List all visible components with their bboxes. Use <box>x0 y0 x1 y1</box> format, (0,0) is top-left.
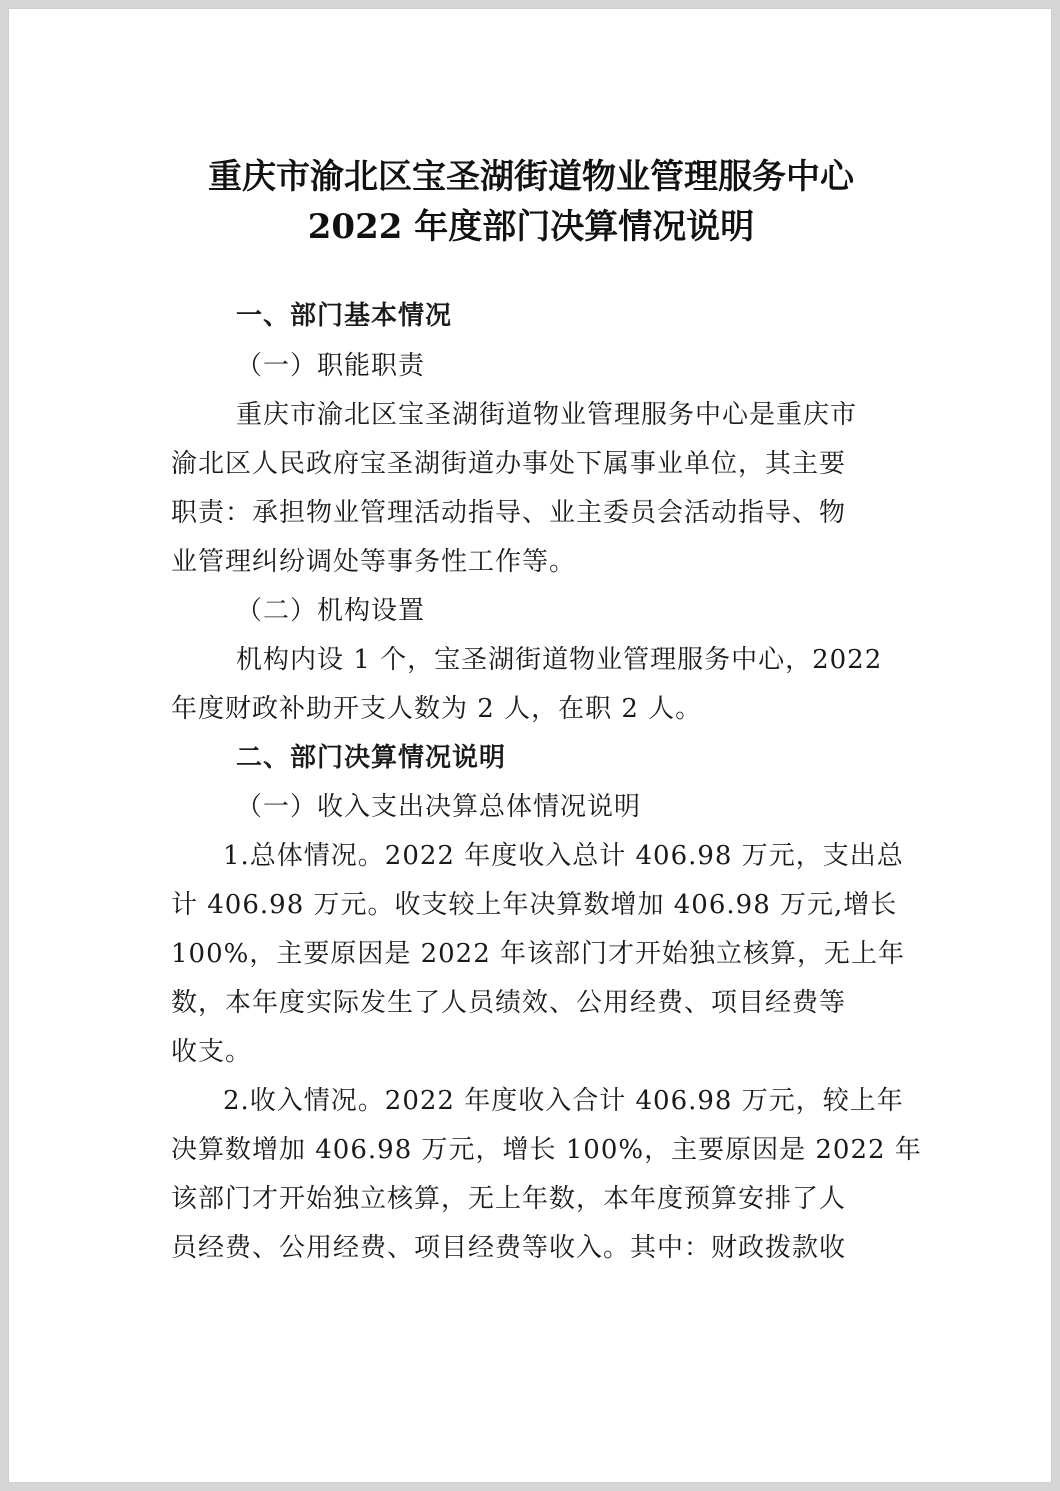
document-title-line-2: 2022 年度部门决算情况说明 <box>307 207 755 247</box>
paragraph-line: 重庆市渝北区宝圣湖街道物业管理服务中心是重庆市 <box>236 400 858 430</box>
subsection-heading: （一）收入支出决算总体情况说明 <box>236 792 642 822</box>
document-title-line-1: 重庆市渝北区宝圣湖街道物业管理服务中心 <box>208 157 854 197</box>
paragraph-line: 1.总体情况。2022 年度收入总计 406.98 万元，支出总 <box>223 841 904 871</box>
paragraph-line: 决算数增加 406.98 万元，增长 100%，主要原因是 2022 年 <box>171 1135 922 1165</box>
paragraph-line: 计 406.98 万元。收支较上年决算数增加 406.98 万元,增长 <box>171 890 898 920</box>
paragraph-line: 收支。 <box>171 1037 253 1067</box>
paragraph-line: 数，本年度实际发生了人员绩效、公用经费、项目经费等 <box>171 988 847 1018</box>
paragraph-line: 该部门才开始独立核算，无上年数，本年度预算安排了人 <box>171 1184 847 1214</box>
paragraph-line: 2.收入情况。2022 年度收入合计 406.98 万元，较上年 <box>223 1086 904 1116</box>
paragraph-line: 100%，主要原因是 2022 年该部门才开始独立核算，无上年 <box>171 939 906 969</box>
section-heading: 二、部门决算情况说明 <box>236 743 507 773</box>
section-heading: 一、部门基本情况 <box>236 301 453 331</box>
paragraph-line: 员经费、公用经费、项目经费等收入。其中：财政拨款收 <box>171 1233 847 1263</box>
paragraph-line: 职责：承担物业管理活动指导、业主委员会活动指导、物 <box>171 498 847 528</box>
document-page <box>8 8 1052 1483</box>
subsection-heading: （二）机构设置 <box>236 596 426 626</box>
paragraph-line: 机构内设 1 个，宝圣湖街道物业管理服务中心，2022 <box>236 645 883 675</box>
subsection-heading: （一）职能职责 <box>236 351 426 381</box>
paragraph-line: 年度财政补助开支人数为 2 人，在职 2 人。 <box>171 694 703 724</box>
paragraph-line: 渝北区人民政府宝圣湖街道办事处下属事业单位，其主要 <box>171 449 847 479</box>
paragraph-line: 业管理纠纷调处等事务性工作等。 <box>171 547 577 577</box>
